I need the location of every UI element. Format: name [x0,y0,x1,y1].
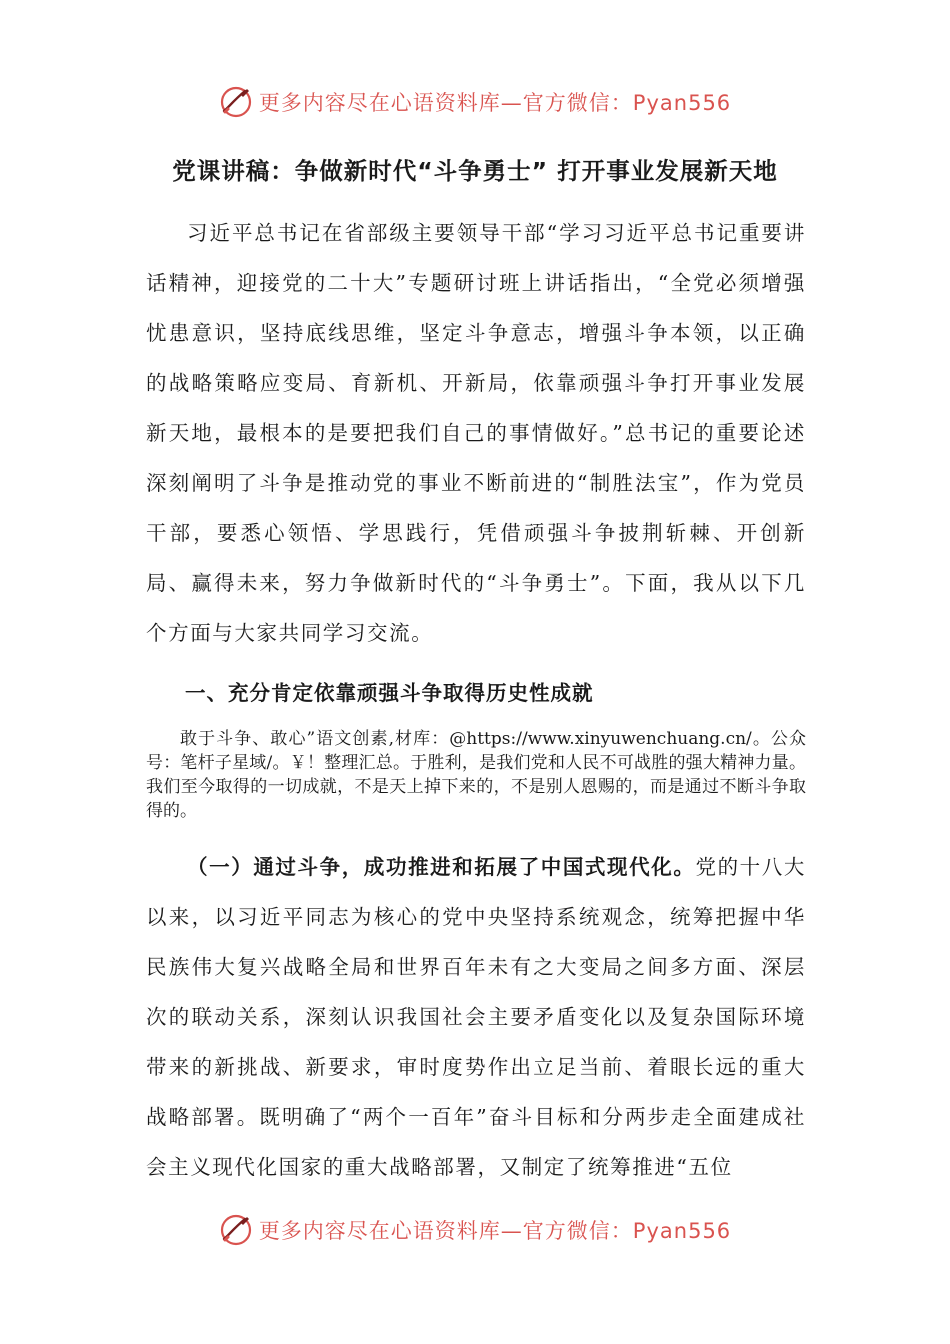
banner-text: 更多内容尽在心语资料库—官方微信：Pyan556 [258,1219,732,1243]
paragraph-subsection-1 [146,842,806,1192]
footer-banner [0,1210,950,1250]
subsection-lead: （一）通过斗争，成功推进和拓展了中国式现代化。 [187,855,696,879]
section-heading-1: 一、充分肯定依靠顽强斗争取得历史性成就 [185,681,594,705]
document-title: 党课讲稿：争做新时代“斗争勇士” 打开事业发展新天地 [172,157,778,185]
banner-text: 更多内容尽在心语资料库—官方微信：Pyan556 [258,91,732,115]
paragraph-intro: 习近平总书记在省部级主要领导干部“学习习近平总书记重要讲话精神，迎接党的二十大”专题研讨班上讲话指出，“全党必须增强忧患意识，坚持底线思维，坚定斗争意志，增强斗争本领，以正确的战略策略应变局、育新机、开新局，依靠顽强斗争打开事业发展新天地，最根本的是要把我们自己的事情做好。”总书记的重要论述深刻阐明了斗争是推动党的事业不断前进的“制胜法宝”，作为党员干部，要悉心领悟、学思践行，凭借顽强斗争披荆斩棘、开创新局、赢得未来，努力争做新时代的“斗争勇士”。下面，我从以下几个方面与大家共同学习交流。 [146,221,806,645]
subsection-body: 党的十八大以来，以习近平同志为核心的党中央坚持系统观念，统筹把握中华民族伟大复兴战略全局和世界百年未有之大变局之间多方面、深层次的联动关系，深刻认识我国社会主要矛盾变化以及复杂国际环境带来的新挑战、新要求，审时度势作出立足当前、着眼长远的重大战略部署。既明确了“两个一百年”奋斗目标和分两步走全面建成社会主义现代化国家的重大战略部署，又制定了统筹推进“五位 [146,855,806,1179]
fountain-pen-logo-icon [219,85,253,119]
paragraph-section1-intro: 敢于斗争、敢心”语文创素,材库：@https://www.xinyuwenchuang.cn/。公众号：笔杆子星域/。￥！整理汇总。于胜利，是我们党和人民不可战胜的强大精神力量。我们至今取得的一切成就，不是天上掉下来的，不是别人恩赐的，而是通过不断斗争取得的。 [146,729,806,821]
fountain-pen-logo-icon [219,1213,253,1247]
header-banner [0,82,950,122]
